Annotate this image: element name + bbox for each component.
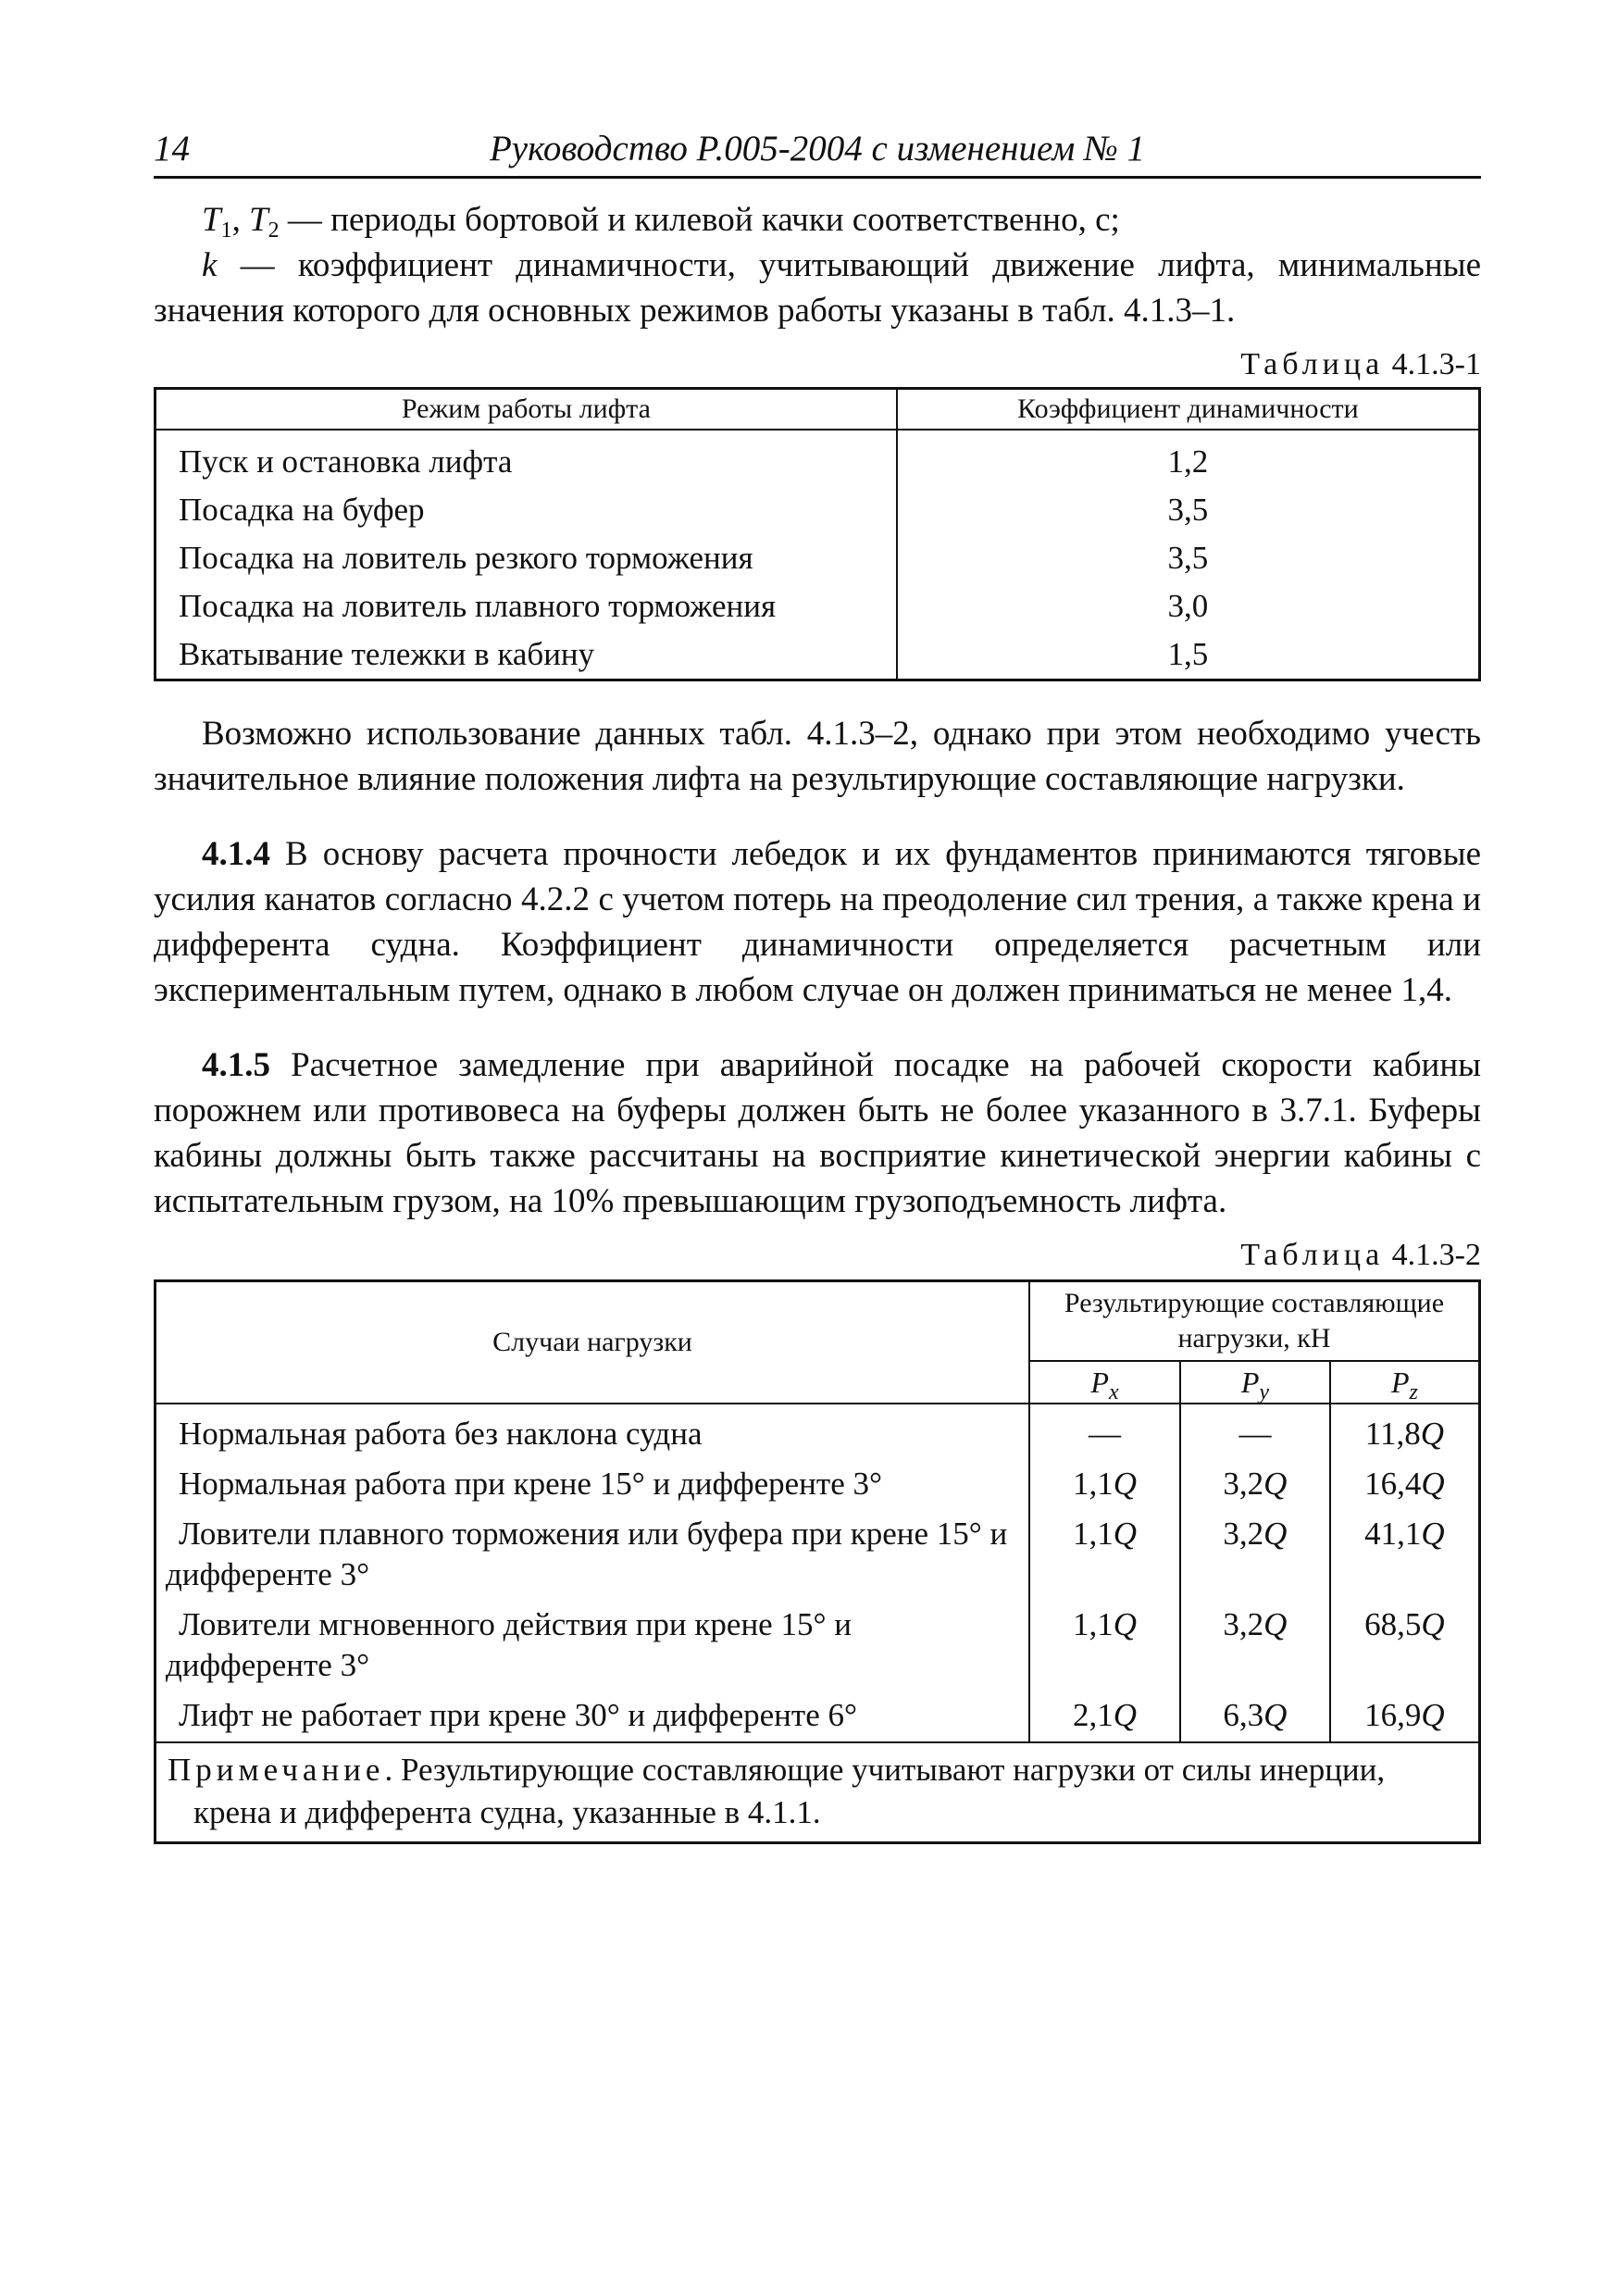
px-cell: 2,1Q <box>1029 1691 1180 1742</box>
load-case-cell: Лифт не работает при крене 30° и дифференте 6° <box>179 1697 857 1733</box>
document-page <box>154 128 1481 1844</box>
load-case-cell: Ловители плавного торможения или буфера при крене 15° и дифференте 3° <box>166 1516 1008 1592</box>
load-symbol-q: Q <box>1421 1516 1445 1552</box>
table-row <box>156 430 1480 486</box>
table-header-row <box>156 1281 1480 1362</box>
note-label: Примечание <box>168 1752 385 1788</box>
load-symbol-q: Q <box>1263 1697 1288 1733</box>
py-cell: 3,2Q <box>1180 1601 1330 1691</box>
header-px <box>1029 1361 1180 1404</box>
definition-t-text: — периоды бортовой и килевой качки соответственно, с; <box>279 201 1120 239</box>
pz-cell: 41,1Q <box>1330 1510 1480 1601</box>
coefficient-cell: 1,2 <box>897 430 1480 486</box>
mode-cell: Посадка на ловитель плавного торможения <box>179 588 777 624</box>
px-cell: 1,1Q <box>1029 1460 1180 1510</box>
load-symbol-q: Q <box>1113 1516 1138 1552</box>
pz-cell: 11,8Q <box>1330 1404 1480 1460</box>
table-row <box>156 1510 1480 1601</box>
px-cell: 1,1Q <box>1029 1601 1180 1691</box>
mode-cell: Пуск и остановка лифта <box>179 443 513 480</box>
py-cell: 3,2Q <box>1180 1460 1330 1510</box>
coefficient-cell: 3,0 <box>897 582 1480 630</box>
load-case-cell: Нормальная работа без наклона судна <box>179 1416 703 1452</box>
definition-t <box>154 197 1481 243</box>
load-symbol-q: Q <box>1263 1466 1288 1502</box>
px-cell: — <box>1029 1404 1180 1460</box>
table-row <box>156 582 1480 630</box>
header-load-case: Случаи нагрузки <box>156 1281 1029 1404</box>
header-pz <box>1330 1361 1480 1404</box>
sub-2: 2 <box>268 218 280 243</box>
mode-cell: Посадка на буфер <box>179 492 425 528</box>
load-symbol-q: Q <box>1113 1466 1138 1502</box>
py-cell: 3,2Q <box>1180 1510 1330 1601</box>
table1-caption-number: 4.1.3-1 <box>1391 347 1481 381</box>
table2-caption-word: Таблица <box>1240 1238 1385 1272</box>
table-row <box>156 1404 1480 1460</box>
header-py <box>1180 1361 1330 1404</box>
symbol-k: k <box>202 246 218 284</box>
section-4-1-5 <box>154 1042 1481 1224</box>
table-row <box>156 534 1480 582</box>
load-symbol-q: Q <box>1421 1466 1445 1502</box>
definition-k <box>154 243 1481 333</box>
table2-caption-number: 4.1.3-2 <box>1391 1238 1481 1272</box>
sub-y: y <box>1259 1380 1270 1404</box>
section-number: 4.1.5 <box>202 1046 270 1084</box>
sub-x: x <box>1108 1380 1119 1404</box>
header-mode: Режим работы лифта <box>156 389 897 430</box>
py-cell: — <box>1180 1404 1330 1460</box>
header-resulting-components: Результирующие составляющие нагрузки, кН <box>1029 1281 1480 1362</box>
load-symbol-q: Q <box>1113 1697 1138 1733</box>
symbol-t2: T <box>249 201 268 239</box>
symbol-t1: T <box>202 201 221 239</box>
table-row <box>156 486 1480 534</box>
table-row <box>156 1691 1480 1742</box>
sub-1: 1 <box>220 218 232 243</box>
px-cell: 1,1Q <box>1029 1510 1180 1601</box>
definition-k-text: — коэффициент динамичности, учитывающий движение лифта, минимальные значения которого для основных режимов работы указаны в табл. 4.1.3–1. <box>154 246 1481 330</box>
paragraph-table-usage: Возможно использование данных табл. 4.1.3–2, однако при этом необходимо учесть значительное влияние положения лифта на результирующие составляющие нагрузки. <box>154 715 1481 798</box>
load-symbol-q: Q <box>1263 1516 1288 1552</box>
page-number: 14 <box>154 129 190 168</box>
section-text: В основу расчета прочности лебедок и их фундаментов принимаются тяговые усилия канатов согласно 4.2.2 с учетом потерь на преодоление сил трения, а также крена и дифферента судна. Коэффициент динамичности определяется расчетным или экспериментальным путем, однако в любом случае он должен приниматься не менее 1,4. <box>154 835 1481 1009</box>
symbol-separator: , <box>231 201 250 239</box>
table1-caption <box>154 344 1481 385</box>
section-text: Расчетное замедление при аварийной посадке на рабочей скорости кабины порожнем или противовеса на буферы должен быть не более указанного в 3.7.1. Буферы кабины должны быть также рассчитаны на восприятие кинетической энергии кабины с испытательным грузом, на 10% превышающим грузоподъемность лифта. <box>154 1046 1481 1220</box>
table-row <box>156 1460 1480 1510</box>
pz-cell: 16,4Q <box>1330 1460 1480 1510</box>
coefficient-cell: 3,5 <box>897 486 1480 534</box>
symbol-p: P <box>1090 1366 1109 1399</box>
page-header <box>154 128 1481 179</box>
load-symbol-q: Q <box>1113 1606 1138 1642</box>
table-row <box>156 630 1480 680</box>
header-coefficient: Коэффициент динамичности <box>897 389 1480 430</box>
symbol-p: P <box>1390 1366 1410 1399</box>
load-symbol-q: Q <box>1421 1606 1445 1642</box>
load-symbol-q: Q <box>1421 1697 1445 1733</box>
coefficient-cell: 3,5 <box>897 534 1480 582</box>
sub-z: z <box>1409 1380 1418 1404</box>
coefficient-cell: 1,5 <box>897 630 1480 680</box>
running-title: Руководство Р.005-2004 с изменением № 1 <box>489 129 1146 168</box>
table-row <box>156 1601 1480 1691</box>
pz-cell: 16,9Q <box>1330 1691 1480 1742</box>
load-symbol-q: Q <box>1263 1606 1288 1642</box>
table-note <box>156 1742 1480 1843</box>
mode-cell: Посадка на ловитель резкого торможения <box>179 540 753 576</box>
symbol-p: P <box>1240 1366 1260 1399</box>
dynamic-coefficient-table <box>154 387 1481 681</box>
table-note-row <box>156 1742 1480 1843</box>
note-text: . Результирующие составляющие учитывают нагрузки от силы инерции, крена и дифферента судна, указанные в 4.1.1. <box>193 1752 1386 1830</box>
load-case-cell: Ловители мгновенного действия при крене 15° и дифференте 3° <box>166 1606 852 1683</box>
mode-cell: Вкатывание тележки в кабину <box>179 636 595 672</box>
load-case-cell: Нормальная работа при крене 15° и дифференте 3° <box>179 1466 882 1502</box>
py-cell: 6,3Q <box>1180 1691 1330 1742</box>
table2-caption <box>154 1235 1481 1276</box>
load-symbol-q: Q <box>1420 1416 1444 1452</box>
section-4-1-4 <box>154 831 1481 1013</box>
section-number: 4.1.4 <box>202 835 270 873</box>
table1-caption-word: Таблица <box>1240 347 1385 381</box>
load-components-table <box>154 1279 1481 1844</box>
table-header-row <box>156 389 1480 430</box>
pz-cell: 68,5Q <box>1330 1601 1480 1691</box>
